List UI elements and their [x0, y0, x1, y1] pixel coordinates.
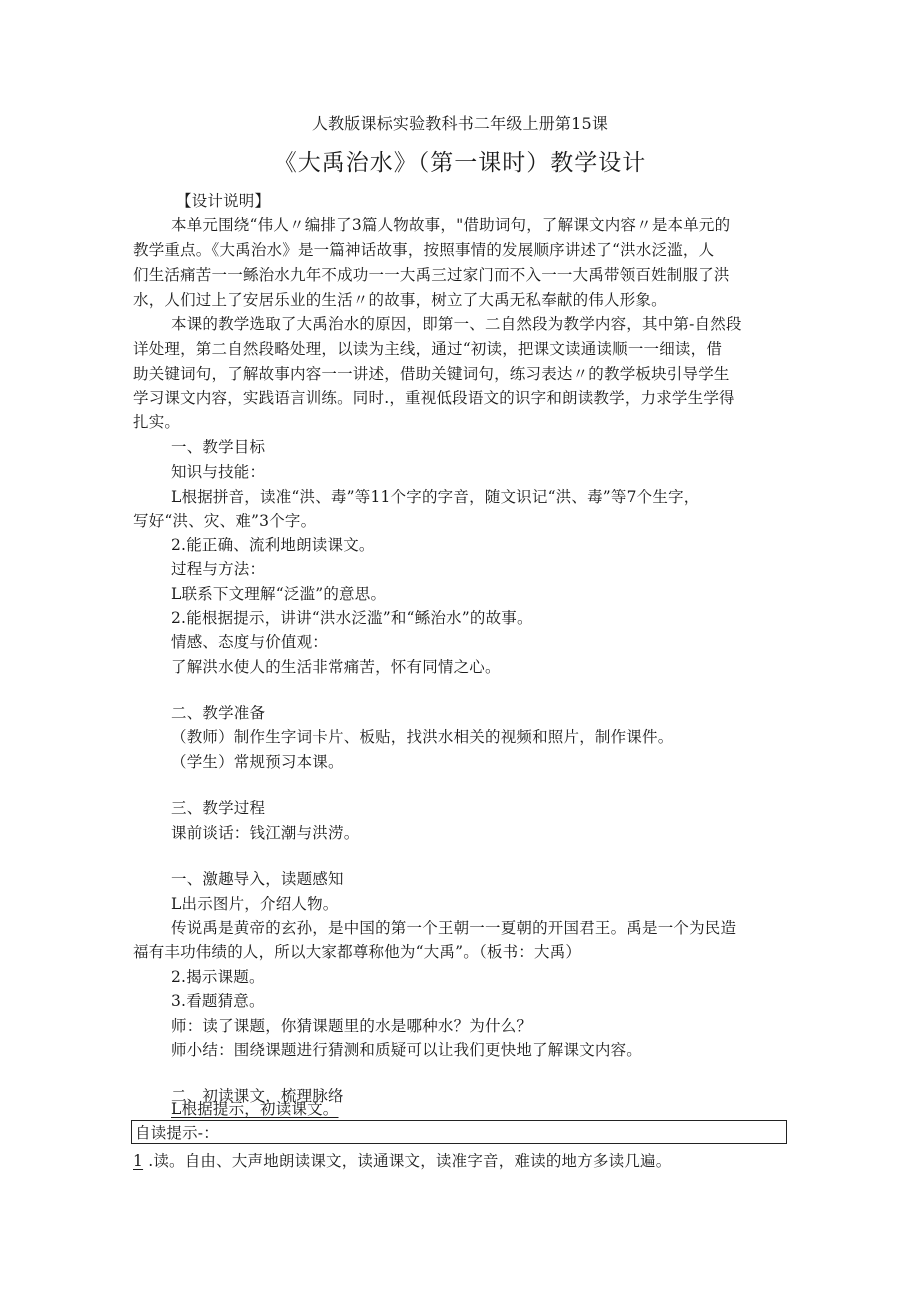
sub-heading: 知识与技能：: [171, 463, 266, 481]
paragraph-line: 本单元围绕“伟人〃编排了3篇人物故事，"借助词句，了解课文内容〃是本单元的: [171, 216, 731, 234]
paragraph-line: 扎实。: [133, 413, 181, 431]
sub-heading: 情感、态度与价值观：: [171, 633, 329, 651]
paragraph-line: 们生活痛苦一一鲧治水九年不成功一一大禹三过家门而不入一一大禹带领百姓制服了洪: [133, 266, 730, 284]
document-title: 《大禹治水》（第一课时）教学设计: [273, 150, 647, 176]
reading-tip-label: 自读提示-：: [135, 1124, 219, 1142]
paragraph-line: 传说禹是黄帝的玄孙，是中国的第一个王朝一一夏朝的开国君王。禹是一个为民造: [171, 919, 737, 937]
paragraph-line: 教学重点。《大禹治水》是一篇神话故事，按照事情的发展顺序讲述了“洪水泛滥，人: [133, 241, 715, 259]
step-item: L出示图片，介绍人物。: [171, 895, 339, 913]
teacher-question: 师：读了课题，你猜课题里的水是哪种水？为什么？: [171, 1017, 533, 1035]
design-heading: 【设计说明】: [176, 192, 271, 210]
goal-item: 写好“洪、灾、难”3个字。: [133, 512, 317, 530]
prep-item: （学生）常规预习本课。: [171, 753, 344, 771]
goal-item: L根据拼音，读准“洪、毒”等11个字的字音，随文识记“洪、毒”等7个生字，: [171, 488, 700, 506]
section-heading: 一、教学目标: [171, 438, 266, 456]
paragraph-line: 详处理，第二自然段略处理，以读为主线，通过“初读，把课文读通读顺一一细读，借: [133, 340, 723, 358]
reading-tip-item: [133, 1150, 671, 1172]
document-subtitle: 人教版课标实验教科书二年级上册第15课: [311, 114, 609, 133]
paragraph-line: 学习课文内容，实践语言训练。同时.，重视低段语文的识字和朗读教学，力求学生学得: [133, 389, 735, 407]
goal-item: 2.能根据提示，讲讲“洪水泛滥”和“鲧治水”的故事。: [171, 609, 533, 627]
step-item: 3.看题猜意。: [171, 992, 265, 1010]
step-heading: 一、激趣导入，读题感知: [171, 870, 344, 888]
goal-item: 2.能正确、流利地朗读课文。: [171, 536, 375, 554]
goal-item: 了解洪水使人的生活非常痛苦，怀有同情之心。: [171, 658, 501, 676]
paragraph-line: 福有丰功伟绩的人，所以大家都尊称他为“大禹”。（板书：大禹）: [133, 943, 582, 961]
paragraph-line: 水，人们过上了安居乐业的生活〃的故事，树立了大禹无私奉献的伟人形象。: [133, 291, 667, 309]
section-heading: 三、教学过程: [171, 799, 266, 817]
step-item: 2.揭示课题。: [171, 968, 265, 986]
paragraph-line: 本课的教学选取了大禹治水的原因，即第一、二自然段为教学内容，其中第-自然段: [171, 315, 742, 333]
reading-tip-text: .读。自由、大声地朗读课文，读通课文，读准字音，难读的地方多读几遍。: [143, 1152, 672, 1170]
prep-item: （教师）制作生字词卡片、板贴，找洪水相关的视频和照片，制作课件。: [171, 728, 674, 746]
section-heading: 二、教学准备: [171, 704, 266, 722]
reading-tip-box: [131, 1120, 787, 1144]
goal-item: L联系下文理解“泛滥”的意思。: [171, 585, 387, 603]
step-item: L根据提示，初读课文。: [171, 1100, 339, 1118]
reading-tip-number: 1: [133, 1152, 144, 1170]
step-heading: 二、初读课文，梳理脉络: [171, 1087, 344, 1105]
teacher-summary: 师小结：围绕课题进行猜测和质疑可以让我们更快地了解课文内容。: [171, 1041, 643, 1059]
pre-talk: 课前谈话：钱江潮与洪涝。: [171, 824, 360, 842]
paragraph-line: 助关键词句，了解故事内容一一讲述，借助关键词句，练习表达〃的教学板块引导学生: [133, 365, 730, 383]
sub-heading: 过程与方法：: [171, 560, 266, 578]
